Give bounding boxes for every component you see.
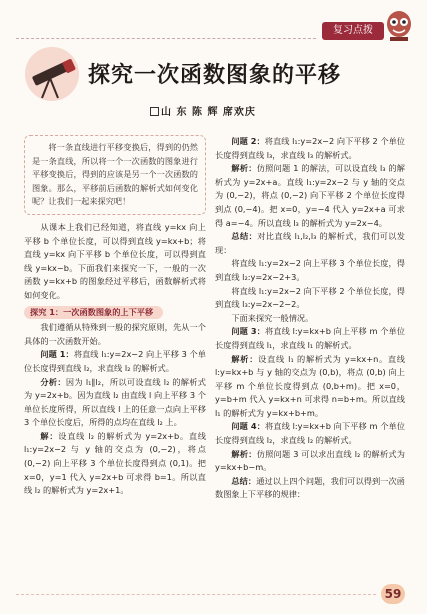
solution-2-text: 仿照问题 1 的解法，可以设直线 l₃ 的解析式为 y=2x+a。直线 l₁:y=2x−2 与 y 轴的交点为 (0,−2)，将点 (0,−2) 向下平移 2 个单位长度得到点 (0,−4)。把 x=0，y=−4 代入 y=2x+a 可求得 a=−4。所以直线 l₃ 的解析式为 y=2x−4。 (215, 163, 405, 228)
formula-1: 将直线 l₁:y=2x−2 向上平移 3 个单位长度，得到直线 l₂:y=2x−2+3。 (215, 258, 405, 282)
summary-1-text: 对比直线 l₁,l₂,l₃ 的解析式，我们可以发现： (215, 231, 405, 255)
question-4-text: 将直线 l:y=kx+b 向下平移 m 个单位长度得到直线 l₂，求直线 l₂ 的解析式。 (215, 421, 405, 446)
solution-2 (215, 162, 405, 230)
right-column (215, 135, 405, 502)
question-4-label: 问题 4： (231, 421, 266, 432)
solution-4-label: 解析： (231, 448, 257, 459)
question-2 (215, 135, 405, 162)
solution-4-text: 仿照问题 3 可以求出直线 l₂ 的解析式为 y=kx+b−m。 (215, 448, 405, 473)
analysis-1-text: 因为 l₁∥l₂，所以可设直线 l₂ 的解析式为 y=2x+b。因为直线 l₂ 由直线 l 向上平移 3 个单位长度所得，所以直线 l 上的任意一点向上平移 3 个单位长度后，所得的点均在直线 l₂ 上。 (24, 376, 206, 428)
question-2-label: 问题 2： (231, 136, 265, 146)
solution-3-text: 设直线 l₁ 的解析式为 y=kx+n。直线 l:y=kx+b 与 y 轴的交点为 (0,b)，将点 (0,b) 向上平移 m 个单位长度得到点 (0,b+m)。把 x=0，y=b+m 代入 y=kx+n 可求得 n=b+m。所以直线 l₁ 的解析式为 y=kx+b+m。 (215, 353, 405, 418)
solution-1 (24, 430, 206, 498)
page-number: 59 (381, 584, 405, 604)
summary-1-label: 总结： (231, 231, 258, 242)
solution-1-text: 设直线 l₂ 的解析式为 y=2x+b。直线 l₁:y=2x−2 与 y 轴的交点为 (0,−2)，将点 (0,−2) 向上平移 3 个单位长度得到点 (0,1)。把 x=0，y=1 代入 y=2x+b 可求得 b=1。所以直线 l₂ 的解析式为 y=2x+1。 (24, 430, 206, 496)
section-heading-1: 探究 1：一次函数图象的上下平移 (24, 306, 163, 320)
solution-3-label: 解析： (231, 353, 259, 364)
mascot-icon (384, 8, 414, 42)
solution-2-label: 解析： (231, 163, 257, 174)
summary-2 (215, 475, 405, 502)
question-3-label: 问题 3： (231, 326, 266, 337)
summary-1 (215, 230, 405, 257)
solution-1-label: 解： (40, 430, 59, 441)
author-names: 山 东 陈 辉 席欢庆 (161, 107, 256, 118)
solution-4 (215, 448, 405, 475)
formula-2: 将直线 l₁:y=2x−2 向下平移 2 个单位长度，得到直线 l₃:y=2x−2−2。 (215, 285, 405, 310)
question-4 (215, 420, 405, 447)
top-divider (16, 38, 316, 39)
question-1-label: 问题 1： (40, 349, 74, 360)
author-box-icon (150, 107, 159, 116)
analysis-1-label: 分析： (40, 376, 66, 387)
question-1 (24, 348, 206, 375)
bottom-divider (16, 594, 376, 595)
paragraph-2: 我们遵循从特殊到一般的探究原则，先从一个具体的一次函数开始。 (24, 322, 206, 346)
question-2-text: 将直线 l₁:y=2x−2 向下平移 2 个单位长度得到直线 l₃，求直线 l₃ 的解析式。 (215, 136, 405, 160)
question-3 (215, 325, 405, 352)
left-column (24, 135, 206, 498)
analysis-1 (24, 376, 206, 430)
summary-2-label: 总结： (231, 475, 257, 486)
article-title: 探究一次函数图象的平移 (88, 63, 342, 88)
question-1-text: 将直线 l₁:y=2x−2 向上平移 3 个单位长度得到直线 l₂，求直线 l₂ 的解析式。 (24, 349, 206, 373)
solution-3 (215, 353, 405, 421)
author-line (150, 103, 256, 118)
paragraph-1: 从课本上我们已经知道，将直线 y=kx 向上平移 b 个单位长度，可以得到直线 y=kx+b；将直线 y=kx 向下平移 b 个单位长度，可以得到直线 y=kx−b。下面我们来探究一下，一般的一次函数 y=kx+b 的图象经过平移后，函数解析式将如何变化。 (24, 221, 206, 300)
intro-box (24, 135, 206, 215)
general-intro: 下面来探究一般情况。 (231, 312, 314, 323)
question-3-text: 将直线 l:y=kx+b 向上平移 m 个单位长度得到直线 l₁，求直线 l₁ 的解析式。 (215, 326, 405, 350)
intro-text: 将一条直线进行平移变换后，得到的仍然是一条直线，所以将一个一次函数的图象进行平移变换后，得到的应该是另一个一次函数的图象。那么，平移前后函数的解析式如何变化呢？让我们一起来探究吧！ (32, 142, 198, 207)
summary-2-text: 通过以上四个问题，我们可以得到一次函数图象上下平移的规律： (215, 475, 405, 500)
telescope-icon (20, 46, 84, 102)
section-tag: 复习点拨 (322, 22, 384, 40)
